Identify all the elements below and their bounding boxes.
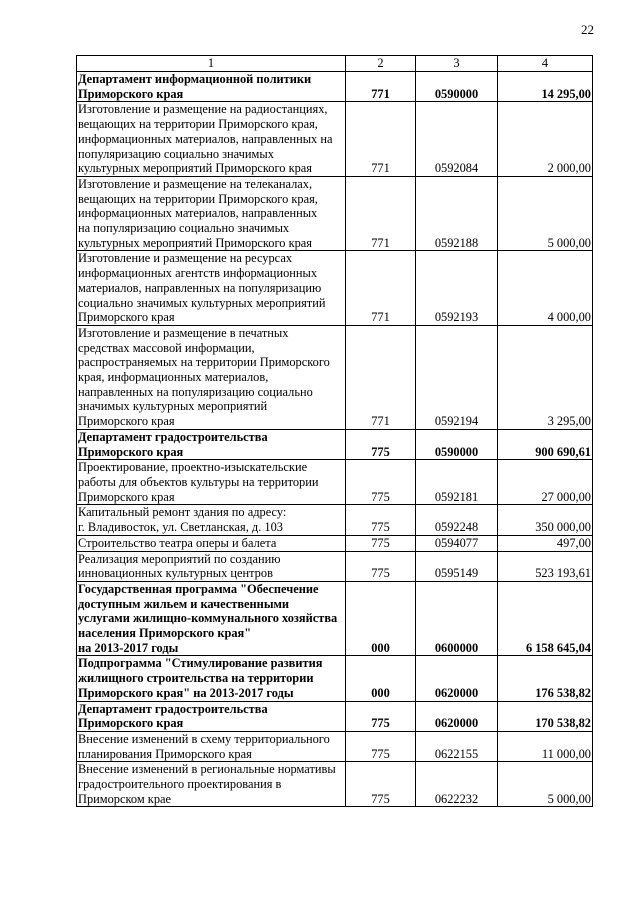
row-ministry-code: 000 <box>346 581 416 656</box>
row-ministry-code: 775 <box>346 460 416 505</box>
row-amount: 5 000,00 <box>498 762 593 807</box>
description-line: культурных мероприятий Приморского края <box>78 161 312 176</box>
row-target-code: 0592084 <box>416 102 498 177</box>
row-amount: 14 295,00 <box>498 72 593 102</box>
row-ministry-code: 771 <box>346 325 416 429</box>
row-description <box>77 460 346 505</box>
row-description <box>77 325 346 429</box>
table-row <box>77 460 593 505</box>
description-line: доступным жильем и качественными <box>78 596 290 611</box>
table-row <box>77 762 593 807</box>
row-ministry-code: 775 <box>346 701 416 731</box>
row-amount: 5 000,00 <box>498 176 593 251</box>
description-line: средствах массовой информации, <box>78 340 255 355</box>
description-line: Изготовление и размещение на ресурсах <box>78 251 293 266</box>
description-line: Приморского края" на 2013-2017 годы <box>78 685 294 700</box>
table-row <box>77 429 593 459</box>
table-row <box>77 535 593 551</box>
description-line: вещающих на территории Приморского края, <box>78 117 318 132</box>
budget-table <box>76 55 593 807</box>
table-row <box>77 505 593 535</box>
header-col-2: 2 <box>346 56 416 72</box>
table-row <box>77 551 593 581</box>
table-row <box>77 656 593 701</box>
description-line: Капитальный ремонт здания по адресу: <box>78 505 287 520</box>
description-line: градостроительного проектирования в <box>78 777 282 792</box>
description-line: инновационных культурных центров <box>78 566 273 581</box>
row-target-code: 0622232 <box>416 762 498 807</box>
row-target-code: 0592248 <box>416 505 498 535</box>
row-ministry-code: 775 <box>346 535 416 551</box>
description-line: значимых культурных мероприятий <box>78 399 268 414</box>
row-description <box>77 535 346 551</box>
description-line: информационных материалов, направленных на <box>78 131 333 146</box>
row-target-code: 0592181 <box>416 460 498 505</box>
description-line: работы для объектов культуры на территории <box>78 474 319 489</box>
description-line: Приморском крае <box>78 791 172 806</box>
description-line: Проектирование, проектно-изыскательские <box>78 460 308 475</box>
row-target-code: 0594077 <box>416 535 498 551</box>
description-line: культурных мероприятий Приморского края <box>78 235 312 250</box>
row-description <box>77 762 346 807</box>
description-line: услугами жилищно-коммунального хозяйства <box>78 611 338 626</box>
description-line: направленных на популяризацию социально <box>78 384 313 399</box>
row-ministry-code: 775 <box>346 762 416 807</box>
page-number: 22 <box>581 22 594 37</box>
row-amount: 2 000,00 <box>498 102 593 177</box>
row-ministry-code: 000 <box>346 656 416 701</box>
description-line: Государственная программа "Обеспечение <box>78 581 319 596</box>
row-target-code: 0595149 <box>416 551 498 581</box>
row-ministry-code: 775 <box>346 731 416 761</box>
table-row <box>77 731 593 761</box>
description-line: Департамент градостроительства <box>78 429 268 444</box>
row-target-code: 0620000 <box>416 656 498 701</box>
description-line: Приморского края <box>78 489 175 504</box>
row-amount: 27 000,00 <box>498 460 593 505</box>
description-line: распространяемых на территории Приморского <box>78 355 330 370</box>
description-line: Подпрограмма "Стимулирование развития <box>78 656 323 671</box>
description-line: жилищного строительства на территории <box>78 671 314 686</box>
row-amount: 6 158 645,04 <box>498 581 593 656</box>
row-description <box>77 731 346 761</box>
description-line: Изготовление и размещение в печатных <box>78 325 289 340</box>
header-col-3: 3 <box>416 56 498 72</box>
header-col-4: 4 <box>498 56 593 72</box>
description-line: Приморского края <box>78 716 184 731</box>
row-description <box>77 551 346 581</box>
description-line: популяризацию социально значимых <box>78 146 274 161</box>
description-line: края, информационных материалов, <box>78 370 269 385</box>
row-target-code: 0590000 <box>416 429 498 459</box>
table-row <box>77 701 593 731</box>
header-col-1: 1 <box>77 56 346 72</box>
description-line: социально значимых культурных мероприятий <box>78 295 326 310</box>
row-description <box>77 102 346 177</box>
row-ministry-code: 775 <box>346 505 416 535</box>
row-amount: 170 538,82 <box>498 701 593 731</box>
description-line: Изготовление и размещение на телеканалах, <box>78 176 313 191</box>
table-row <box>77 325 593 429</box>
row-ministry-code: 771 <box>346 72 416 102</box>
table-header-row <box>77 56 593 72</box>
row-description <box>77 656 346 701</box>
row-ministry-code: 775 <box>346 429 416 459</box>
description-line: Приморского края <box>78 86 184 101</box>
row-amount: 350 000,00 <box>498 505 593 535</box>
row-description <box>77 701 346 731</box>
description-line: на популяризацию социально значимых <box>78 221 290 236</box>
row-ministry-code: 771 <box>346 176 416 251</box>
description-line: материалов, направленных на популяризацию <box>78 280 322 295</box>
description-line: вещающих на территории Приморского края, <box>78 191 318 206</box>
table-row <box>77 581 593 656</box>
table-row <box>77 251 593 326</box>
description-line: Внесение изменений в региональные нормативы <box>78 762 336 777</box>
row-description <box>77 505 346 535</box>
description-line: г. Владивосток, ул. Светланская, д. 103 <box>78 520 283 535</box>
description-line: населения Приморского края" <box>78 626 252 641</box>
row-target-code: 0592193 <box>416 251 498 326</box>
table-row <box>77 102 593 177</box>
description-line: Приморского края <box>78 444 184 459</box>
row-description <box>77 72 346 102</box>
row-amount: 11 000,00 <box>498 731 593 761</box>
description-line: Приморского края <box>78 310 175 325</box>
description-line: информационных агентств информационных <box>78 266 318 281</box>
row-amount: 900 690,61 <box>498 429 593 459</box>
description-line: Департамент информационной политики <box>78 72 312 86</box>
row-ministry-code: 775 <box>346 551 416 581</box>
row-description <box>77 251 346 326</box>
row-target-code: 0590000 <box>416 72 498 102</box>
row-description <box>77 429 346 459</box>
row-target-code: 0600000 <box>416 581 498 656</box>
row-description <box>77 581 346 656</box>
row-amount: 497,00 <box>498 535 593 551</box>
description-line: Департамент градостроительства <box>78 701 268 716</box>
description-line: на 2013-2017 годы <box>78 640 179 655</box>
row-target-code: 0592188 <box>416 176 498 251</box>
table-row <box>77 72 593 102</box>
row-ministry-code: 771 <box>346 251 416 326</box>
description-line: Изготовление и размещение на радиостанциях, <box>78 102 328 117</box>
row-amount: 176 538,82 <box>498 656 593 701</box>
description-line: информационных материалов, направленных <box>78 206 318 221</box>
row-amount: 523 193,61 <box>498 551 593 581</box>
row-amount: 4 000,00 <box>498 251 593 326</box>
description-line: Приморского края <box>78 414 175 429</box>
row-ministry-code: 771 <box>346 102 416 177</box>
description-line: Строительство театра оперы и балета <box>78 535 277 550</box>
row-target-code: 0592194 <box>416 325 498 429</box>
row-target-code: 0622155 <box>416 731 498 761</box>
row-description <box>77 176 346 251</box>
table-row <box>77 176 593 251</box>
description-line: Реализация мероприятий по созданию <box>78 551 281 566</box>
description-line: Внесение изменений в схему территориального <box>78 731 330 746</box>
row-target-code: 0620000 <box>416 701 498 731</box>
description-line: планирования Приморского края <box>78 746 252 761</box>
row-amount: 3 295,00 <box>498 325 593 429</box>
